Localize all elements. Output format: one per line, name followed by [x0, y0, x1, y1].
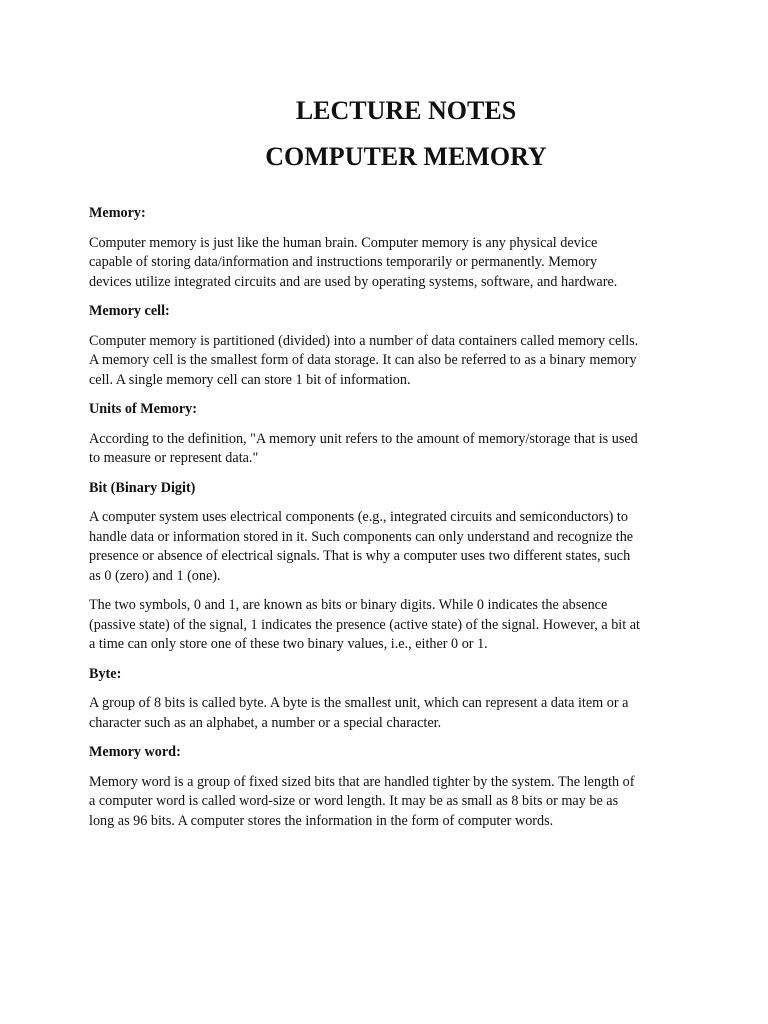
- paragraph-line: a computer word is called word-size or word length. It may be as small as 8 bits or may be as: [89, 793, 619, 809]
- section-paragraph: [89, 430, 689, 469]
- paragraph-line: Computer memory is partitioned (divided) into a number of data containers called memory cells.: [89, 332, 639, 349]
- document-title-line1: LECTURE NOTES: [295, 96, 517, 125]
- paragraph-line: handle data or information stored in it. Such components can only understand and recognize the: [89, 528, 634, 545]
- section-heading: Units of Memory:: [89, 401, 197, 417]
- paragraph-line: Memory word is a group of fixed sized bits that are handled tighter by the system. The length of: [89, 773, 635, 790]
- section-heading: Bit (Binary Digit): [89, 479, 196, 496]
- paragraph-line: presence or absence of electrical signals. That is why a computer uses two different states, such: [89, 548, 631, 564]
- paragraph-line: to measure or represent data.": [89, 450, 259, 466]
- paragraph-line: capable of storing data/information and instructions temporarily or permanently. Memory: [89, 254, 598, 270]
- paragraph-line: A computer system uses electrical components (e.g., integrated circuits and semiconductors) to: [89, 509, 628, 525]
- section-heading: Byte:: [89, 665, 122, 682]
- section-heading: Memory:: [89, 205, 146, 221]
- document-body: [89, 204, 689, 841]
- paragraph-line: A memory cell is the smallest form of data storage. It can also be referred to as a binary memory: [89, 352, 637, 368]
- paragraph-line: as 0 (zero) and 1 (one).: [89, 567, 221, 584]
- paragraph-line: devices utilize integrated circuits and are used by operating systems, software, and hardware.: [89, 273, 618, 290]
- paragraph-line: a time can only store one of these two binary values, i.e., either 0 or 1.: [89, 636, 488, 652]
- paragraph-line: According to the definition, "A memory unit refers to the amount of memory/storage that is used: [89, 430, 638, 447]
- section-paragraph: [89, 508, 689, 586]
- section-paragraph: [89, 234, 689, 293]
- section-heading: Memory cell:: [89, 303, 170, 319]
- paragraph-line: The two symbols, 0 and 1, are known as bits or binary digits. While 0 indicates the absence: [89, 597, 608, 613]
- section-paragraph: [89, 332, 689, 391]
- paragraph-line: Computer memory is just like the human brain. Computer memory is any physical device: [89, 234, 598, 251]
- section-paragraph: [89, 596, 689, 655]
- section-paragraph: [89, 694, 689, 733]
- section-heading: Memory word:: [89, 744, 181, 760]
- paragraph-line: character such as an alphabet, a number or a special character.: [89, 714, 442, 731]
- paragraph-line: long as 96 bits. A computer stores the information in the form of computer words.: [89, 812, 554, 829]
- paragraph-line: cell. A single memory cell can store 1 bit of information.: [89, 371, 411, 388]
- paragraph-line: (passive state) of the signal, 1 indicates the presence (active state) of the signal. However, a bit at: [89, 616, 640, 633]
- paragraph-line: A group of 8 bits is called byte. A byte is the smallest unit, which can represent a data item or a: [89, 695, 629, 711]
- section-paragraph: [89, 773, 689, 832]
- document-title-line2: COMPUTER MEMORY: [265, 142, 547, 171]
